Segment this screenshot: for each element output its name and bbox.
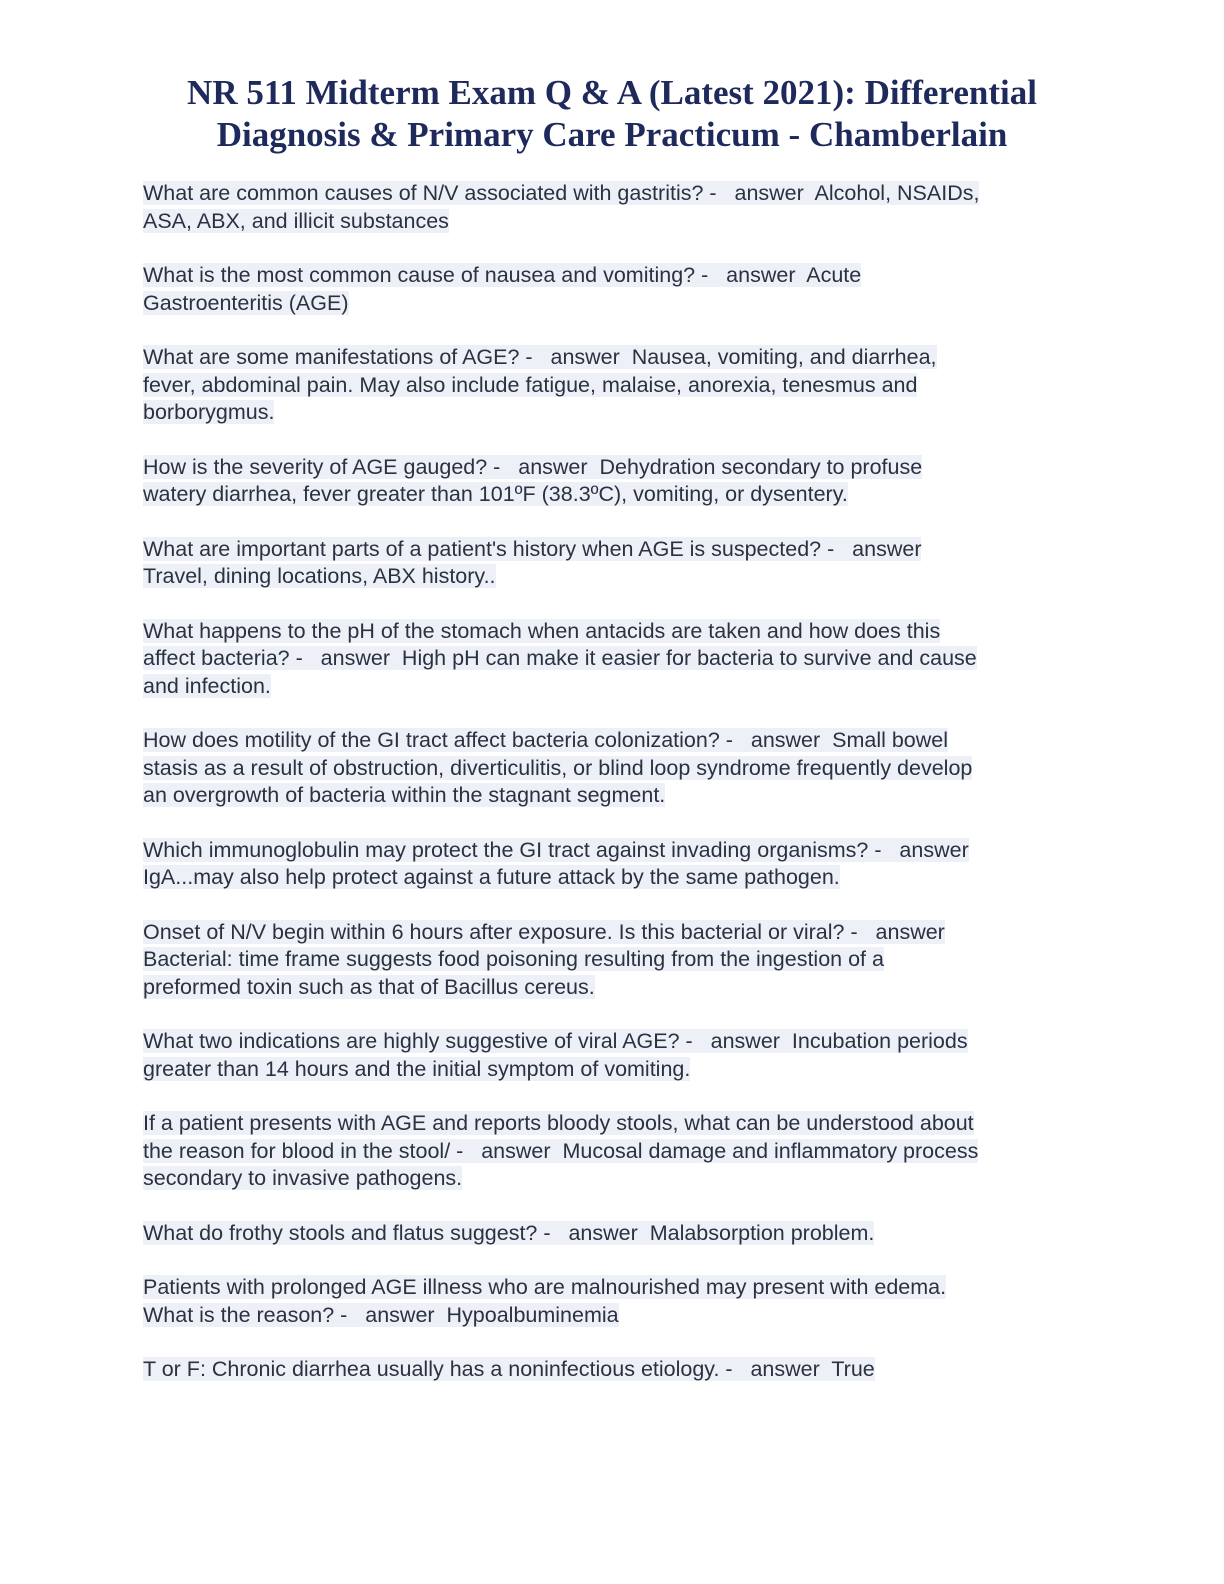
- qa-line: secondary to invasive pathogens.: [143, 1166, 463, 1190]
- qa-line: What are some manifestations of AGE? - answer Nausea, vomiting, and diarrhea,: [143, 345, 937, 369]
- qa-line: What two indications are highly suggestive of viral AGE? - answer Incubation periods: [143, 1029, 968, 1053]
- qa-line: What is the reason? - answer Hypoalbuminemia: [143, 1302, 619, 1327]
- qa-line: the reason for blood in the stool/ - answer Mucosal damage and inflammatory process: [143, 1138, 979, 1163]
- qa-line: ASA, ABX, and illicit substances: [143, 208, 449, 233]
- document-title: [100, 72, 1124, 156]
- qa-list: [143, 180, 1083, 1411]
- qa-line: What is the most common cause of nausea and vomiting? - answer Acute: [143, 263, 862, 287]
- qa-line: stasis as a result of obstruction, diverticulitis, or blind loop syndrome frequently develop: [143, 755, 973, 780]
- qa-line: fever, abdominal pain. May also include fatigue, malaise, anorexia, tenesmus and: [143, 372, 918, 397]
- qa-line: What are common causes of N/V associated with gastritis? - answer Alcohol, NSAIDs,: [143, 181, 980, 205]
- qa-item-6: [143, 618, 1083, 701]
- qa-line: Patients with prolonged AGE illness who are malnourished may present with edema.: [143, 1275, 947, 1299]
- qa-line: IgA...may also help protect against a future attack by the same pathogen.: [143, 865, 840, 889]
- qa-line: borborygmus.: [143, 400, 275, 424]
- qa-line: If a patient presents with AGE and reports bloody stools, what can be understood about: [143, 1111, 974, 1135]
- title-line-2: Diagnosis & Primary Care Practicum - Chamberlain: [216, 115, 1008, 154]
- qa-item-7: [143, 727, 1083, 810]
- qa-item-4: [143, 454, 1083, 509]
- qa-line: watery diarrhea, fever greater than 101ºF (38.3ºC), vomiting, or dysentery.: [143, 482, 848, 506]
- qa-item-10: [143, 1028, 1083, 1083]
- qa-line: How does motility of the GI tract affect bacteria colonization? - answer Small bowel: [143, 728, 949, 752]
- qa-line: Which immunoglobulin may protect the GI tract against invading organisms? - answer: [143, 837, 969, 862]
- qa-line: and infection.: [143, 673, 271, 698]
- qa-line: What are important parts of a patient's history when AGE is suspected? - answer: [143, 536, 922, 561]
- title-line-1: NR 511 Midterm Exam Q & A (Latest 2021): Differential: [187, 73, 1037, 112]
- qa-item-2: [143, 262, 1083, 317]
- qa-line: What happens to the pH of the stomach when antacids are taken and how does this: [143, 618, 941, 643]
- qa-item-3: [143, 344, 1083, 427]
- qa-line: greater than 14 hours and the initial symptom of vomiting.: [143, 1056, 691, 1081]
- qa-line: preformed toxin such as that of Bacillus cereus.: [143, 974, 595, 999]
- qa-line: an overgrowth of bacteria within the stagnant segment.: [143, 783, 666, 807]
- qa-item-9: [143, 919, 1083, 1002]
- qa-line: Travel, dining locations, ABX history..: [143, 564, 496, 588]
- qa-item-12: [143, 1220, 1083, 1248]
- qa-item-1: [143, 180, 1083, 235]
- qa-line: Onset of N/V begin within 6 hours after exposure. Is this bacterial or viral? - answer: [143, 919, 945, 944]
- qa-item-5: [143, 536, 1083, 591]
- qa-line: What do frothy stools and flatus suggest? - answer Malabsorption problem.: [143, 1220, 875, 1245]
- qa-item-14: [143, 1356, 1083, 1384]
- qa-line: affect bacteria? - answer High pH can make it easier for bacteria to survive and cause: [143, 646, 977, 670]
- qa-line: Bacterial: time frame suggests food poisoning resulting from the ingestion of a: [143, 947, 884, 971]
- qa-line: T or F: Chronic diarrhea usually has a noninfectious etiology. - answer True: [143, 1357, 875, 1381]
- qa-item-8: [143, 837, 1083, 892]
- qa-item-11: [143, 1110, 1083, 1193]
- qa-line: Gastroenteritis (AGE): [143, 290, 349, 315]
- qa-item-13: [143, 1274, 1083, 1329]
- qa-line: How is the severity of AGE gauged? - answer Dehydration secondary to profuse: [143, 454, 923, 479]
